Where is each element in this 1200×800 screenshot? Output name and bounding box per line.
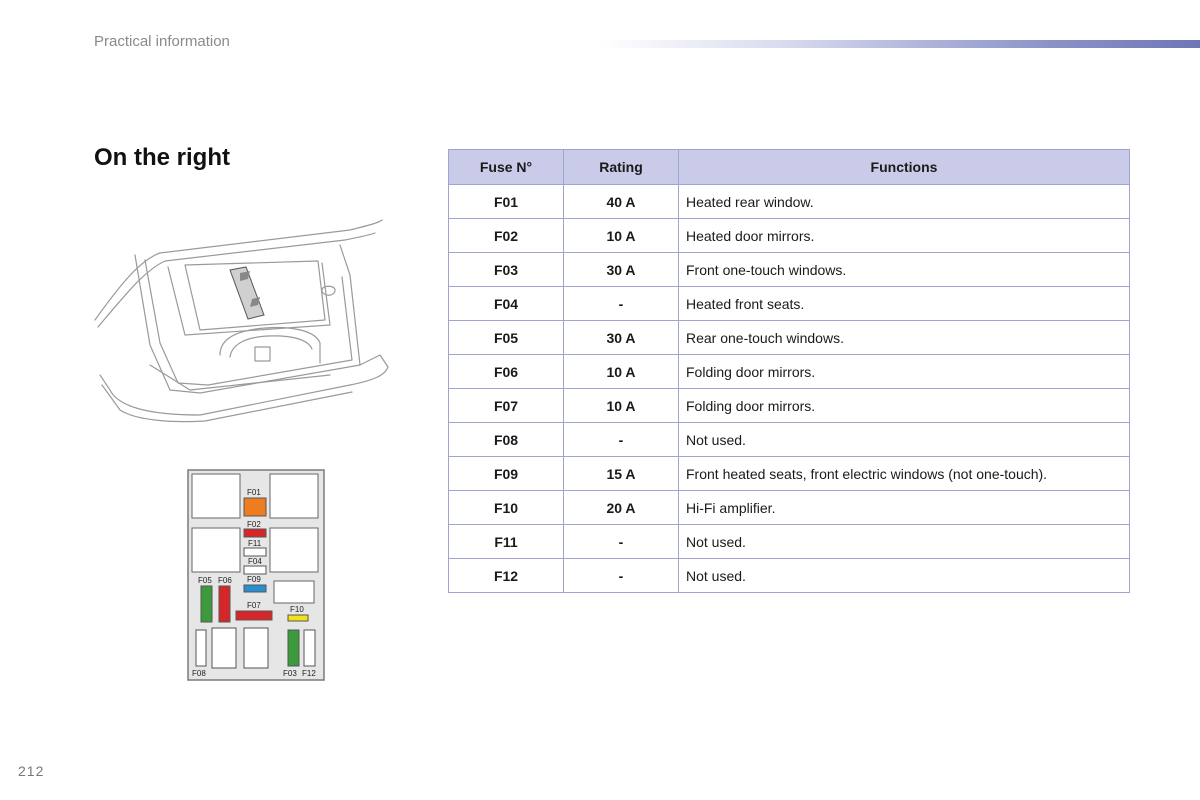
fuse-cell: F08: [449, 423, 564, 457]
header-gradient-bar: [600, 40, 1200, 48]
fuse-cell: F07: [449, 389, 564, 423]
fuse-f08: [196, 630, 206, 666]
diagram-label-f05: F05: [198, 576, 212, 585]
table-row: [449, 525, 1130, 559]
function-cell: Hi-Fi amplifier.: [679, 491, 1130, 525]
table-row: [449, 219, 1130, 253]
fuse-cell: F09: [449, 457, 564, 491]
rating-cell: 30 A: [564, 321, 679, 355]
table-row: [449, 185, 1130, 219]
diagram-label-f06: F06: [218, 576, 232, 585]
diagram-label-f09: F09: [247, 575, 261, 584]
fuse-f11: [244, 548, 266, 556]
function-cell: Heated rear window.: [679, 185, 1130, 219]
glovebox-illustration: [90, 215, 390, 435]
fuse-cell: F01: [449, 185, 564, 219]
table-row: [449, 491, 1130, 525]
rating-cell: 10 A: [564, 355, 679, 389]
function-cell: Heated front seats.: [679, 287, 1130, 321]
fuse-cell: F11: [449, 525, 564, 559]
function-cell: Folding door mirrors.: [679, 355, 1130, 389]
rating-cell: 20 A: [564, 491, 679, 525]
fuse-f04: [244, 566, 266, 574]
rating-cell: -: [564, 525, 679, 559]
fuse-f07: [236, 611, 272, 620]
diagram-label-f11: F11: [248, 539, 262, 548]
rating-cell: 10 A: [564, 389, 679, 423]
function-cell: Not used.: [679, 423, 1130, 457]
fuse-f09: [244, 585, 266, 592]
column-header-functions: Functions: [679, 150, 1130, 185]
fuse-cell: F06: [449, 355, 564, 389]
fuse-box-diagram: [186, 468, 326, 683]
fuse-f06: [219, 586, 230, 622]
rating-cell: 10 A: [564, 219, 679, 253]
table-row: [449, 287, 1130, 321]
rating-cell: 40 A: [564, 185, 679, 219]
fuse-table: [448, 149, 1130, 593]
rating-cell: -: [564, 559, 679, 593]
diagram-label-f12: F12: [302, 669, 316, 678]
table-row: [449, 321, 1130, 355]
fuse-f03: [288, 630, 299, 666]
table-header-row: [449, 150, 1130, 185]
rating-cell: -: [564, 287, 679, 321]
table-row: [449, 559, 1130, 593]
fuse-f12: [304, 630, 315, 666]
function-cell: Front heated seats, front electric windows (not one-touch).: [679, 457, 1130, 491]
diagram-label-f02: F02: [247, 520, 261, 529]
fuse-cell: F04: [449, 287, 564, 321]
diagram-label-f07: F07: [247, 601, 261, 610]
fuse-f02: [244, 529, 266, 537]
fuse-cell: F02: [449, 219, 564, 253]
fuse-cell: F03: [449, 253, 564, 287]
function-cell: Not used.: [679, 559, 1130, 593]
table-row: [449, 355, 1130, 389]
column-header-fuse: Fuse N°: [449, 150, 564, 185]
fuse-f10: [288, 615, 308, 621]
function-cell: Folding door mirrors.: [679, 389, 1130, 423]
table-row: [449, 457, 1130, 491]
fuse-f05: [201, 586, 212, 622]
fuse-f01: [244, 498, 266, 516]
diagram-label-f01: F01: [247, 488, 261, 497]
diagram-label-f03: F03: [283, 669, 297, 678]
table-row: [449, 423, 1130, 457]
table-row: [449, 253, 1130, 287]
table-row: [449, 389, 1130, 423]
fuse-cell: F10: [449, 491, 564, 525]
section-label: Practical information: [94, 33, 230, 50]
function-cell: Not used.: [679, 525, 1130, 559]
page-title: On the right: [94, 144, 230, 171]
rating-cell: -: [564, 423, 679, 457]
diagram-label-f08: F08: [192, 669, 206, 678]
fuse-cell: F05: [449, 321, 564, 355]
diagram-label-f10: F10: [290, 605, 304, 614]
diagram-label-f04: F04: [248, 557, 262, 566]
fuse-cell: F12: [449, 559, 564, 593]
column-header-rating: Rating: [564, 150, 679, 185]
function-cell: Front one-touch windows.: [679, 253, 1130, 287]
rating-cell: 30 A: [564, 253, 679, 287]
function-cell: Rear one-touch windows.: [679, 321, 1130, 355]
page-number: 212: [18, 763, 45, 779]
rating-cell: 15 A: [564, 457, 679, 491]
function-cell: Heated door mirrors.: [679, 219, 1130, 253]
